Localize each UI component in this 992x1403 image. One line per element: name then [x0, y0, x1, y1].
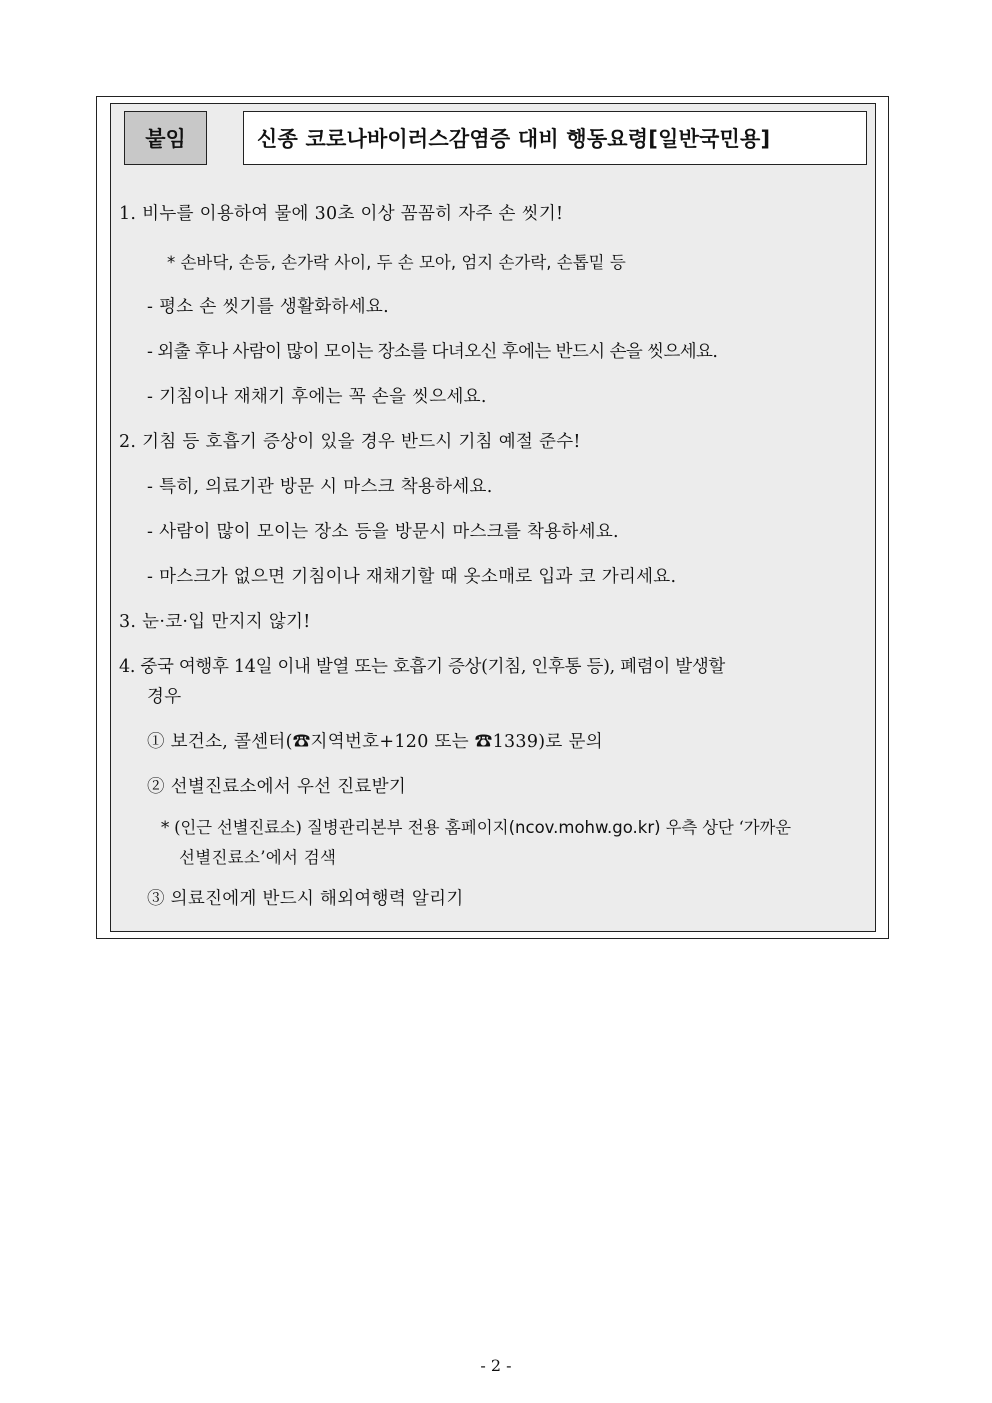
note-suffix: 우측 상단 ‘가까운 [665, 818, 791, 837]
section-4-item-2: ② 선별진료소에서 우선 진료받기 [147, 777, 407, 797]
section-4-item-1: ① 보건소, 콜센터(☎지역번호+120 또는 ☎1339)로 문의 [147, 732, 603, 752]
section-2-heading: 2. 기침 등 호흡기 증상이 있을 경우 반드시 기침 예절 준수! [119, 432, 581, 452]
note-prefix: * (인근 선별진료소) [161, 818, 302, 837]
section-4-note-line-1 [161, 814, 791, 842]
section-1-note: * 손바닥, 손등, 손가락 사이, 두 손 모아, 엄지 손가락, 손톱밑 등 [167, 253, 626, 272]
section-2-item-1: - 특히, 의료기관 방문 시 마스크 착용하세요. [147, 477, 493, 497]
section-4-heading-line-1: 4. 중국 여행후 14일 이내 발열 또는 호흡기 증상(기침, 인후통 등), 폐렴이 발생할 [119, 657, 726, 677]
section-1-item-2: - 외출 후나 사람이 많이 모이는 장소를 다녀오신 후에는 반드시 손을 씻으세요. [147, 342, 718, 362]
section-4-item-3: ③ 의료진에게 반드시 해외여행력 알리기 [147, 889, 464, 909]
notice-outer-box [96, 96, 889, 939]
section-1-heading: 1. 비누를 이용하여 물에 30초 이상 꼼꼼히 자주 손 씻기! [119, 204, 564, 224]
document-title: 신종 코로나바이러스감염증 대비 행동요령[일반국민용] [243, 111, 867, 165]
attachment-tag: 붙임 [124, 111, 207, 165]
notice-inner-box [110, 103, 876, 932]
note-homepage-text: 질병관리본부 전용 홈페이지(ncov.mohw.go.kr) [306, 818, 661, 837]
section-1-item-3: - 기침이나 재채기 후에는 꼭 손을 씻으세요. [147, 387, 487, 407]
page-number: - 2 - [480, 1356, 512, 1375]
section-3-heading: 3. 눈·코·입 만지지 않기! [119, 612, 311, 632]
section-2-item-3: - 마스크가 없으면 기침이나 재채기할 때 옷소매로 입과 코 가리세요. [147, 567, 677, 587]
section-1-item-1: - 평소 손 씻기를 생활화하세요. [147, 297, 389, 317]
section-4-note-line-2: 선별진료소’에서 검색 [179, 848, 337, 867]
section-4-heading-line-2: 경우 [147, 687, 182, 707]
section-2-item-2: - 사람이 많이 모이는 장소 등을 방문시 마스크를 착용하세요. [147, 522, 619, 542]
